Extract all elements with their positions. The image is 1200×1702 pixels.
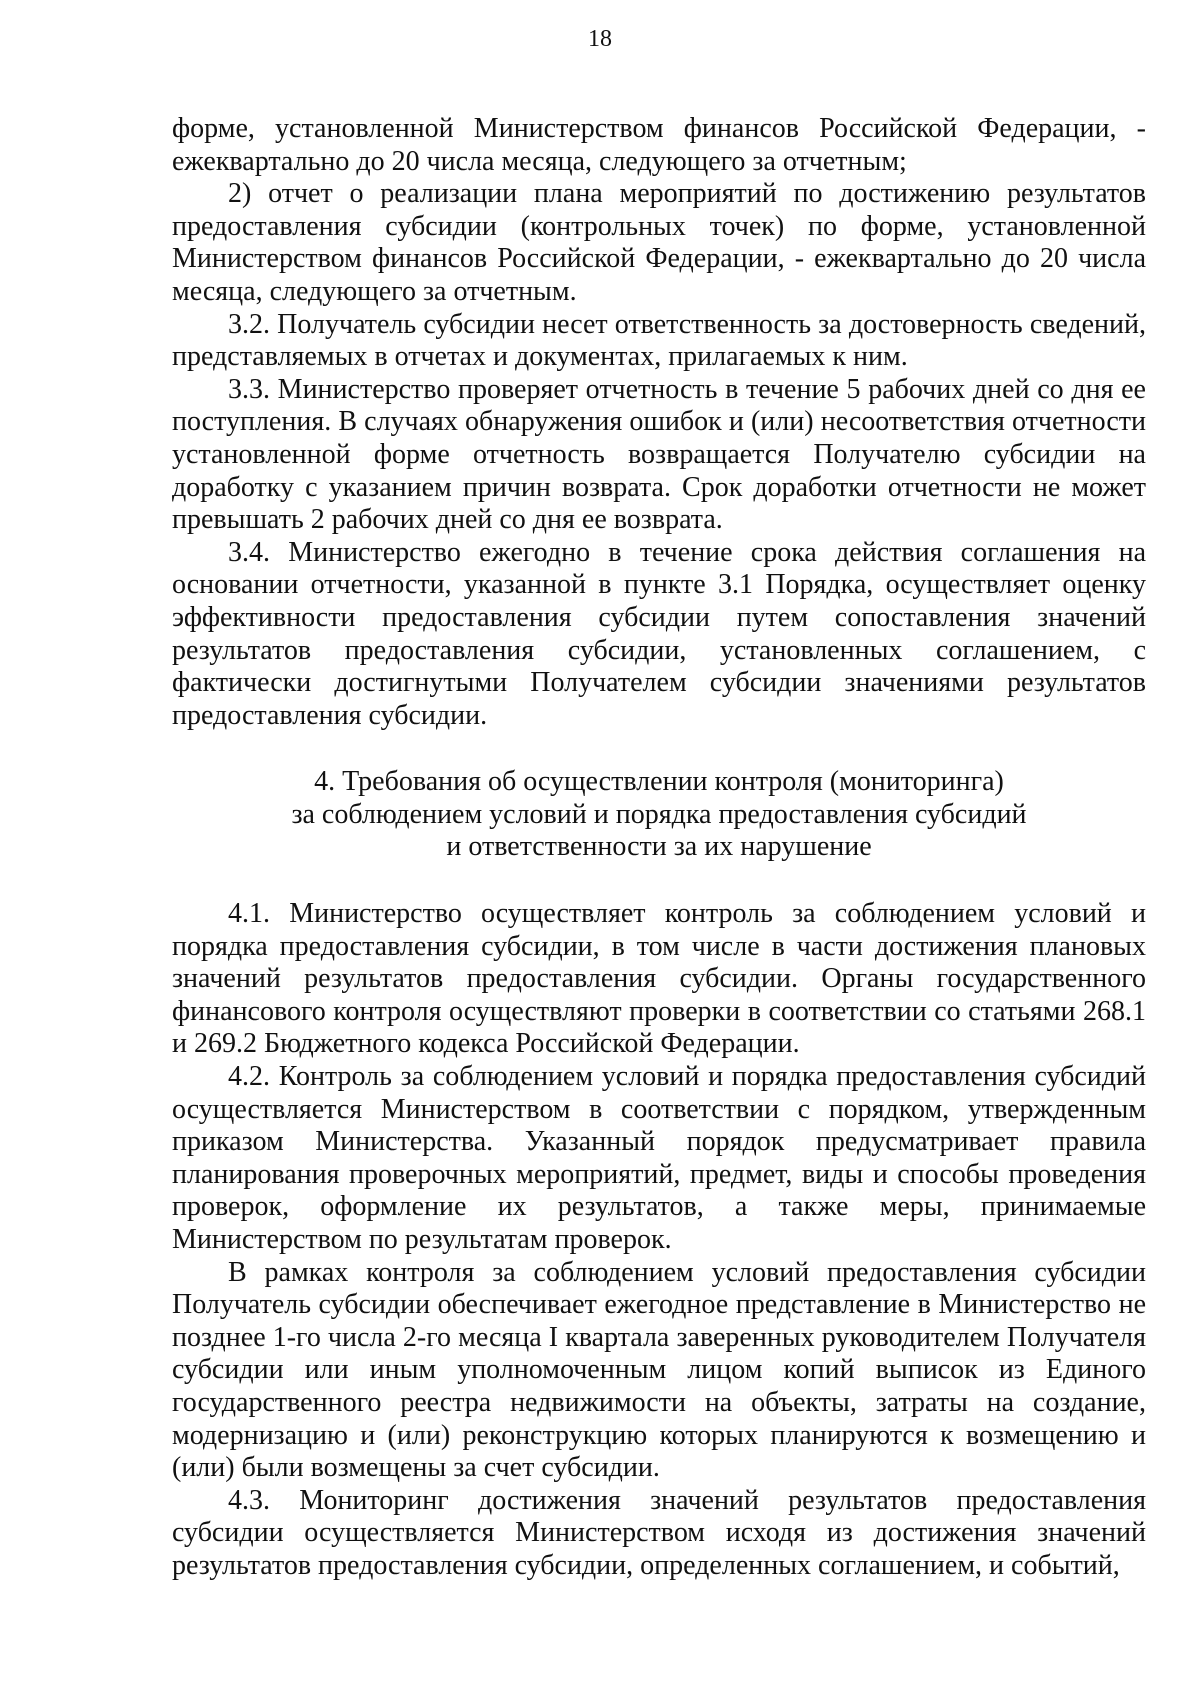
paragraph-4-2: 4.2. Контроль за соблюдением условий и порядка предоставления субсидий осуществляется Министерством в соответствии с порядком, утвержденным приказом Министерства. Указанный порядок предусматривает правила планирования проверочных мероприятий, предмет, виды и способы проведения проверок, оформление их результатов, а также меры, принимаемые Министерством по результатам проверок.: [172, 1061, 1146, 1255]
paragraph-3-2: 3.2. Получатель субсидии несет ответственность за достоверность сведений, представляемых в отчетах и документах, прилагаемых к ним.: [172, 308, 1146, 373]
paragraph-item-2: 2) отчет о реализации плана мероприятий по достижению результатов предоставления субсидии (контрольных точек) по форме, установленной Министерством финансов Российской Федерации, - ежеквартально до 20 числа месяца, следующего за отчетным.: [172, 178, 1146, 307]
section-4-heading-line-3: и ответственности за их нарушение: [446, 831, 872, 863]
section-4-heading: [172, 766, 1146, 864]
paragraph-continuation: форме, установленной Министерством финансов Российской Федерации, - ежеквартально до 20 числа месяца, следующего за отчетным;: [172, 113, 1146, 177]
section-4-heading-line-2: за соблюдением условий и порядка предоставления субсидий: [291, 798, 1027, 830]
document-body: [172, 113, 1146, 1583]
paragraph-4-1: 4.1. Министерство осуществляет контроль за соблюдением условий и порядка предоставления субсидии, в том числе в части достижения плановых значений результатов предоставления субсидии. Органы государственного финансового контроля осуществляют проверки в соответствии со статьями 268.1 и 269.2 Бюджетного кодекса Российской Федерации.: [172, 898, 1146, 1060]
paragraph-3-4: 3.4. Министерство ежегодно в течение срока действия соглашения на основании отчетности, указанной в пункте 3.1 Порядка, осуществляет оценку эффективности предоставления субсидии путем сопоставления значений результатов предоставления субсидии, установленных соглашением, с фактически достигнутыми Получателем субсидии значениями результатов предоставления субсидии.: [172, 536, 1146, 731]
paragraph-4-3: 4.3. Мониторинг достижения значений результатов предоставления субсидии осуществляется Министерством исходя из достижения значений результатов предоставления субсидии, определенных соглашением, и событий,: [172, 1484, 1146, 1581]
section-4-heading-line-1: 4. Требования об осуществлении контроля (мониторинга): [314, 766, 1004, 798]
page-number: 18: [588, 26, 612, 52]
paragraph-3-3: 3.3. Министерство проверяет отчетность в течение 5 рабочих дней со дня ее поступления. В случаях обнаружения ошибок и (или) несоответствия отчетности установленной форме отчетность возвращается Получателю субсидии на доработку с указанием причин возврата. Срок доработки отчетности не может превышать 2 рабочих дней со дня ее возврата.: [172, 373, 1146, 536]
paragraph-4-2-continued: В рамках контроля за соблюдением условий предоставления субсидии Получатель субсидии обеспечивает ежегодное представление в Министерство не позднее 1-го числа 2-го месяца I квартала заверенных руководителем Получателя субсидии или иным уполномоченным лицом копий выписок из Единого государственного реестра недвижимости на объекты, затраты на создание, модернизацию и (или) реконструкцию которых планируются к возмещению и (или) были возмещены за счет субсидии.: [172, 1256, 1146, 1484]
